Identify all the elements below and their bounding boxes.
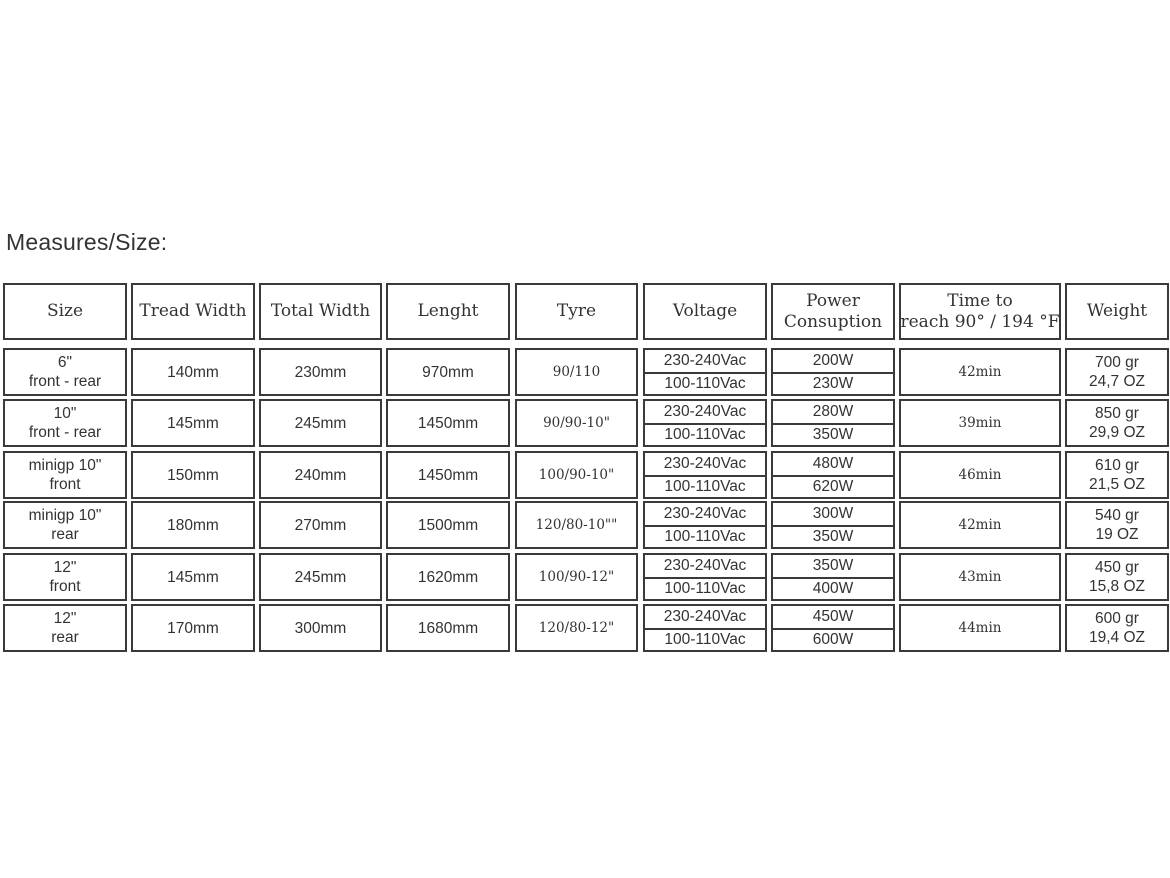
cell-tread	[131, 604, 255, 652]
cell-weight-line2: 15,8 OZ	[1089, 578, 1145, 595]
cell-volt-110v: 100-110Vac	[645, 372, 765, 394]
cell-size-line1: minigp 10"	[28, 457, 102, 474]
cell-length	[386, 399, 510, 447]
cell-weight-line1: 850 gr	[1095, 405, 1139, 422]
header-length	[386, 283, 510, 340]
cell-time-value: 46min	[958, 467, 1002, 483]
cell-time-value: 39min	[958, 415, 1002, 431]
cell-size-line1: minigp 10"	[28, 507, 102, 524]
cell-power-110v: 350W	[773, 525, 893, 547]
cell-size	[3, 451, 127, 499]
cell-length	[386, 553, 510, 601]
cell-time	[899, 348, 1061, 396]
header-weight-label: Weight	[1086, 301, 1148, 321]
cell-power	[771, 604, 895, 652]
cell-volt-230v: 230-240Vac	[663, 455, 747, 472]
cell-weight	[1065, 553, 1169, 601]
cell-size	[3, 553, 127, 601]
cell-weight-line1: 600 gr	[1095, 610, 1139, 627]
cell-size	[3, 399, 127, 447]
header-power-line2: Consuption	[783, 311, 883, 332]
cell-total	[259, 399, 382, 447]
header-voltage	[643, 283, 767, 340]
cell-weight	[1065, 399, 1169, 447]
cell-tyre-value: 90/110	[552, 364, 601, 380]
cell-tread	[131, 553, 255, 601]
cell-volt	[643, 501, 767, 549]
cell-power-230v: 480W	[812, 455, 854, 472]
cell-size-line2: front - rear	[28, 424, 102, 441]
cell-volt	[643, 399, 767, 447]
cell-tyre	[515, 399, 638, 447]
cell-weight	[1065, 604, 1169, 652]
header-size-label: Size	[46, 301, 84, 321]
cell-volt-110v: 100-110Vac	[645, 525, 765, 547]
cell-tread	[131, 501, 255, 549]
header-tyre	[515, 283, 638, 340]
cell-total	[259, 348, 382, 396]
cell-size-line2: front - rear	[28, 373, 102, 390]
cell-time-value: 42min	[958, 364, 1002, 380]
cell-length-value: 1500mm	[417, 516, 479, 534]
cell-power-230v: 450W	[812, 608, 854, 625]
page-title: Measures/Size:	[6, 229, 168, 255]
cell-time-value: 44min	[958, 620, 1002, 636]
cell-size-line2: rear	[51, 526, 79, 543]
cell-tread-value: 145mm	[167, 414, 219, 432]
cell-tyre-value: 90/90-10"	[543, 415, 610, 431]
cell-volt-230v: 230-240Vac	[663, 557, 747, 574]
cell-power	[771, 501, 895, 549]
cell-weight-line1: 540 gr	[1095, 507, 1139, 524]
cell-tyre	[515, 348, 638, 396]
cell-weight	[1065, 451, 1169, 499]
cell-power-110v: 600W	[773, 628, 893, 650]
cell-tread-value: 140mm	[167, 363, 219, 381]
cell-tread	[131, 451, 255, 499]
cell-size-line2: rear	[51, 629, 79, 646]
cell-power-230v: 280W	[812, 403, 854, 420]
header-time-line1: Time to	[947, 290, 1013, 311]
header-power-line1: Power	[806, 290, 860, 311]
cell-weight-line2: 29,9 OZ	[1089, 424, 1145, 441]
cell-tread-value: 150mm	[167, 466, 219, 484]
cell-power	[771, 399, 895, 447]
cell-tyre-value: 100/90-10"	[538, 467, 615, 483]
cell-length-value: 1450mm	[417, 466, 479, 484]
cell-time	[899, 501, 1061, 549]
cell-power-230v: 300W	[812, 505, 854, 522]
cell-volt	[643, 553, 767, 601]
cell-tyre-value: 100/90-12"	[538, 569, 615, 585]
cell-tyre	[515, 501, 638, 549]
cell-tread-value: 170mm	[167, 619, 219, 637]
cell-size-line1: 6"	[57, 354, 73, 371]
cell-time	[899, 451, 1061, 499]
cell-volt-110v: 100-110Vac	[645, 628, 765, 650]
cell-time	[899, 399, 1061, 447]
cell-tread	[131, 399, 255, 447]
cell-volt	[643, 604, 767, 652]
header-weight	[1065, 283, 1169, 340]
cell-weight-line2: 24,7 OZ	[1089, 373, 1145, 390]
header-time-line2: reach 90° / 194 °F	[900, 311, 1060, 332]
cell-power-230v: 350W	[812, 557, 854, 574]
cell-volt-230v: 230-240Vac	[663, 352, 747, 369]
cell-time-value: 42min	[958, 517, 1002, 533]
header-time	[899, 283, 1061, 340]
cell-tyre	[515, 604, 638, 652]
cell-volt-230v: 230-240Vac	[663, 403, 747, 420]
header-voltage-label: Voltage	[672, 301, 738, 321]
cell-weight-line2: 21,5 OZ	[1089, 476, 1145, 493]
cell-size-line2: front	[49, 476, 81, 493]
cell-weight	[1065, 348, 1169, 396]
header-power	[771, 283, 895, 340]
cell-time	[899, 553, 1061, 601]
header-tyre-label: Tyre	[556, 301, 597, 321]
cell-time	[899, 604, 1061, 652]
cell-power	[771, 553, 895, 601]
cell-size-line2: front	[49, 578, 81, 595]
cell-total-value: 300mm	[294, 619, 347, 637]
cell-weight-line1: 700 gr	[1095, 354, 1139, 371]
cell-total	[259, 604, 382, 652]
cell-tread-value: 145mm	[167, 568, 219, 586]
cell-length	[386, 501, 510, 549]
cell-weight-line2: 19 OZ	[1095, 526, 1139, 543]
header-length-label: Lenght	[417, 301, 479, 321]
cell-tyre	[515, 451, 638, 499]
cell-power-230v: 200W	[812, 352, 854, 369]
cell-total	[259, 553, 382, 601]
cell-volt-230v: 230-240Vac	[663, 505, 747, 522]
header-tread-width-label: Tread Width	[139, 301, 247, 321]
cell-power-110v: 400W	[773, 577, 893, 599]
cell-length	[386, 604, 510, 652]
cell-tread-value: 180mm	[167, 516, 219, 534]
cell-volt-230v: 230-240Vac	[663, 608, 747, 625]
cell-length-value: 1450mm	[417, 414, 479, 432]
cell-total-value: 245mm	[294, 414, 347, 432]
cell-tyre-value: 120/80-10""	[535, 517, 618, 533]
cell-volt	[643, 348, 767, 396]
cell-size	[3, 501, 127, 549]
cell-total-value: 270mm	[294, 516, 347, 534]
cell-total-value: 240mm	[294, 466, 347, 484]
cell-power-110v: 350W	[773, 423, 893, 445]
cell-volt-110v: 100-110Vac	[645, 577, 765, 599]
cell-length	[386, 451, 510, 499]
cell-volt-110v: 100-110Vac	[645, 475, 765, 497]
cell-tread	[131, 348, 255, 396]
cell-size-line1: 12"	[53, 559, 77, 576]
cell-tyre	[515, 553, 638, 601]
header-size	[3, 283, 127, 340]
cell-length-value: 1680mm	[417, 619, 479, 637]
cell-tyre-value: 120/80-12"	[538, 620, 615, 636]
header-total-width	[259, 283, 382, 340]
cell-weight-line1: 610 gr	[1095, 457, 1139, 474]
cell-power	[771, 348, 895, 396]
cell-power	[771, 451, 895, 499]
cell-volt-110v: 100-110Vac	[645, 423, 765, 445]
header-tread-width	[131, 283, 255, 340]
cell-length-value: 970mm	[422, 363, 474, 381]
header-total-width-label: Total Width	[270, 301, 371, 321]
cell-weight-line1: 450 gr	[1095, 559, 1139, 576]
cell-total	[259, 451, 382, 499]
cell-size	[3, 604, 127, 652]
cell-size-line1: 10"	[53, 405, 77, 422]
cell-weight	[1065, 501, 1169, 549]
cell-power-110v: 620W	[773, 475, 893, 497]
cell-total	[259, 501, 382, 549]
cell-time-value: 43min	[958, 569, 1002, 585]
cell-volt	[643, 451, 767, 499]
cell-total-value: 230mm	[294, 363, 347, 381]
cell-size	[3, 348, 127, 396]
cell-power-110v: 230W	[773, 372, 893, 394]
cell-length	[386, 348, 510, 396]
cell-total-value: 245mm	[294, 568, 347, 586]
cell-size-line1: 12"	[53, 610, 77, 627]
cell-length-value: 1620mm	[417, 568, 479, 586]
cell-weight-line2: 19,4 OZ	[1089, 629, 1145, 646]
